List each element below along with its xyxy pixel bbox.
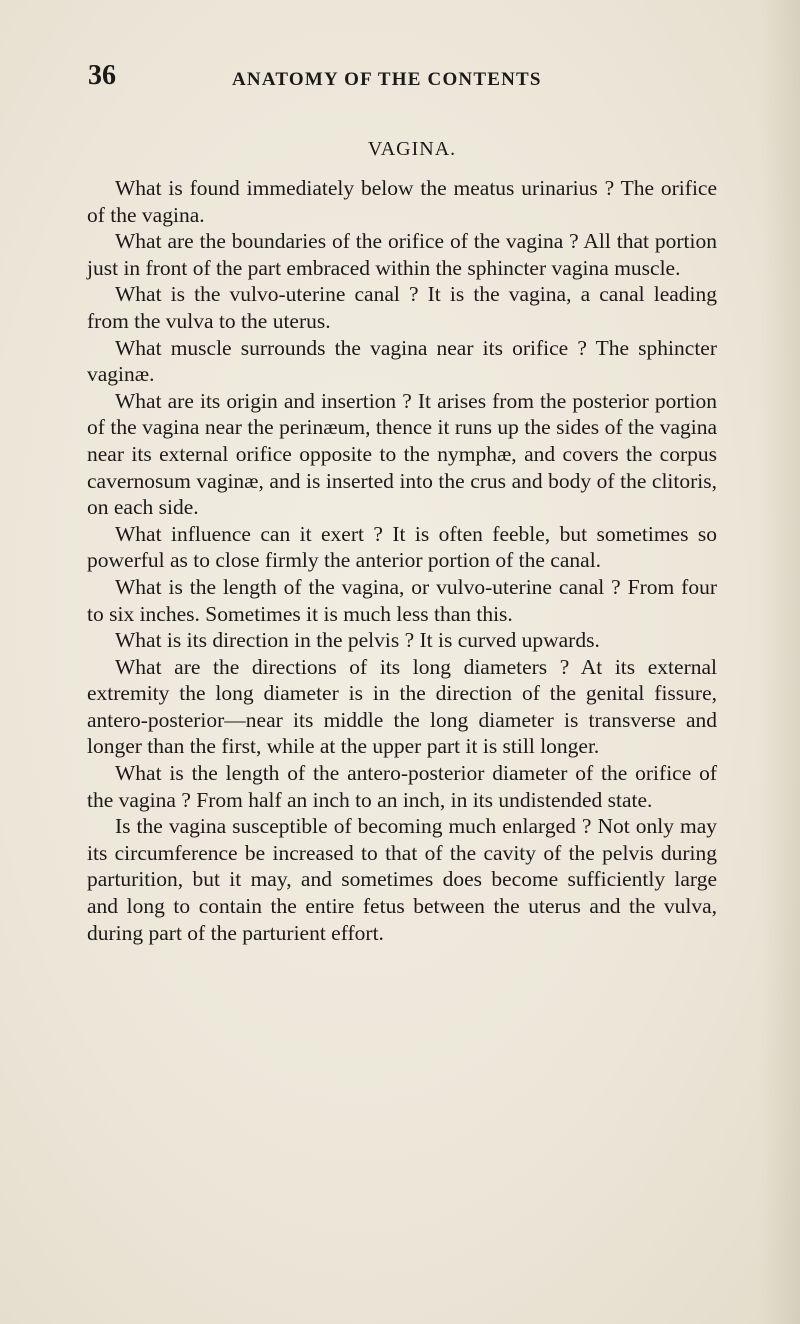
page-edge-shadow xyxy=(760,0,800,1324)
paragraph: What muscle surrounds the vagina near its orifice ? The sphincter vaginæ. xyxy=(87,335,717,387)
paragraph: What is the length of the antero-posterior diameter of the orifice of the vagina ? From half an inch to an inch, in its undistended state. xyxy=(87,761,717,812)
paragraph: What influence can it exert ? It is often feeble, but sometimes so powerful as to close firmly the anterior portion of the canal. xyxy=(87,521,717,573)
paragraph: What are the boundaries of the orifice of the vagina ? All that portion just in front of the part embraced within the sphincter vagina muscle. xyxy=(87,229,717,280)
paragraph: What are its origin and insertion ? It arises from the posterior portion of the vagina near the perinæum, thence it runs up the sides of the vagina near its external orifice opposite to the nymphæ, and covers the corpus cavernosum vaginæ, and is inserted into the crus and body of the clitoris, on each side. xyxy=(87,388,717,520)
paragraph: What is the length of the vagina, or vulvo-uterine canal ? From four to six inches. Sometimes it is much less than this. xyxy=(87,574,717,626)
paragraph: What are the directions of its long diameters ? At its external extremity the long diameter is in the direction of the genital fissure, antero-posterior—near its middle the long diameter is transverse and longer than the first, while at the upper part it is still longer. xyxy=(87,654,717,759)
paragraph: What is the vulvo-uterine canal ? It is the vagina, a canal leading from the vulva to the uterus. xyxy=(87,282,717,333)
paragraph: What is found immediately below the meatus urinarius ? The orifice of the vagina. xyxy=(87,176,717,227)
page-header xyxy=(88,60,708,96)
paragraph: What is its direction in the pelvis ? It is curved upwards. xyxy=(115,628,600,653)
running-head: ANATOMY OF THE CONTENTS xyxy=(232,69,542,90)
body-text xyxy=(87,175,717,946)
page-number: 36 xyxy=(88,60,116,91)
paragraph: Is the vagina susceptible of becoming much enlarged ? Not only may its circumference be increased to that of the cavity of the pelvis during parturition, but it may, and sometimes does become sufficiently large and long to contain the entire fetus between the uterus and the vulva, during part of the parturient effort. xyxy=(87,814,717,945)
section-title: VAGINA. xyxy=(367,138,457,160)
